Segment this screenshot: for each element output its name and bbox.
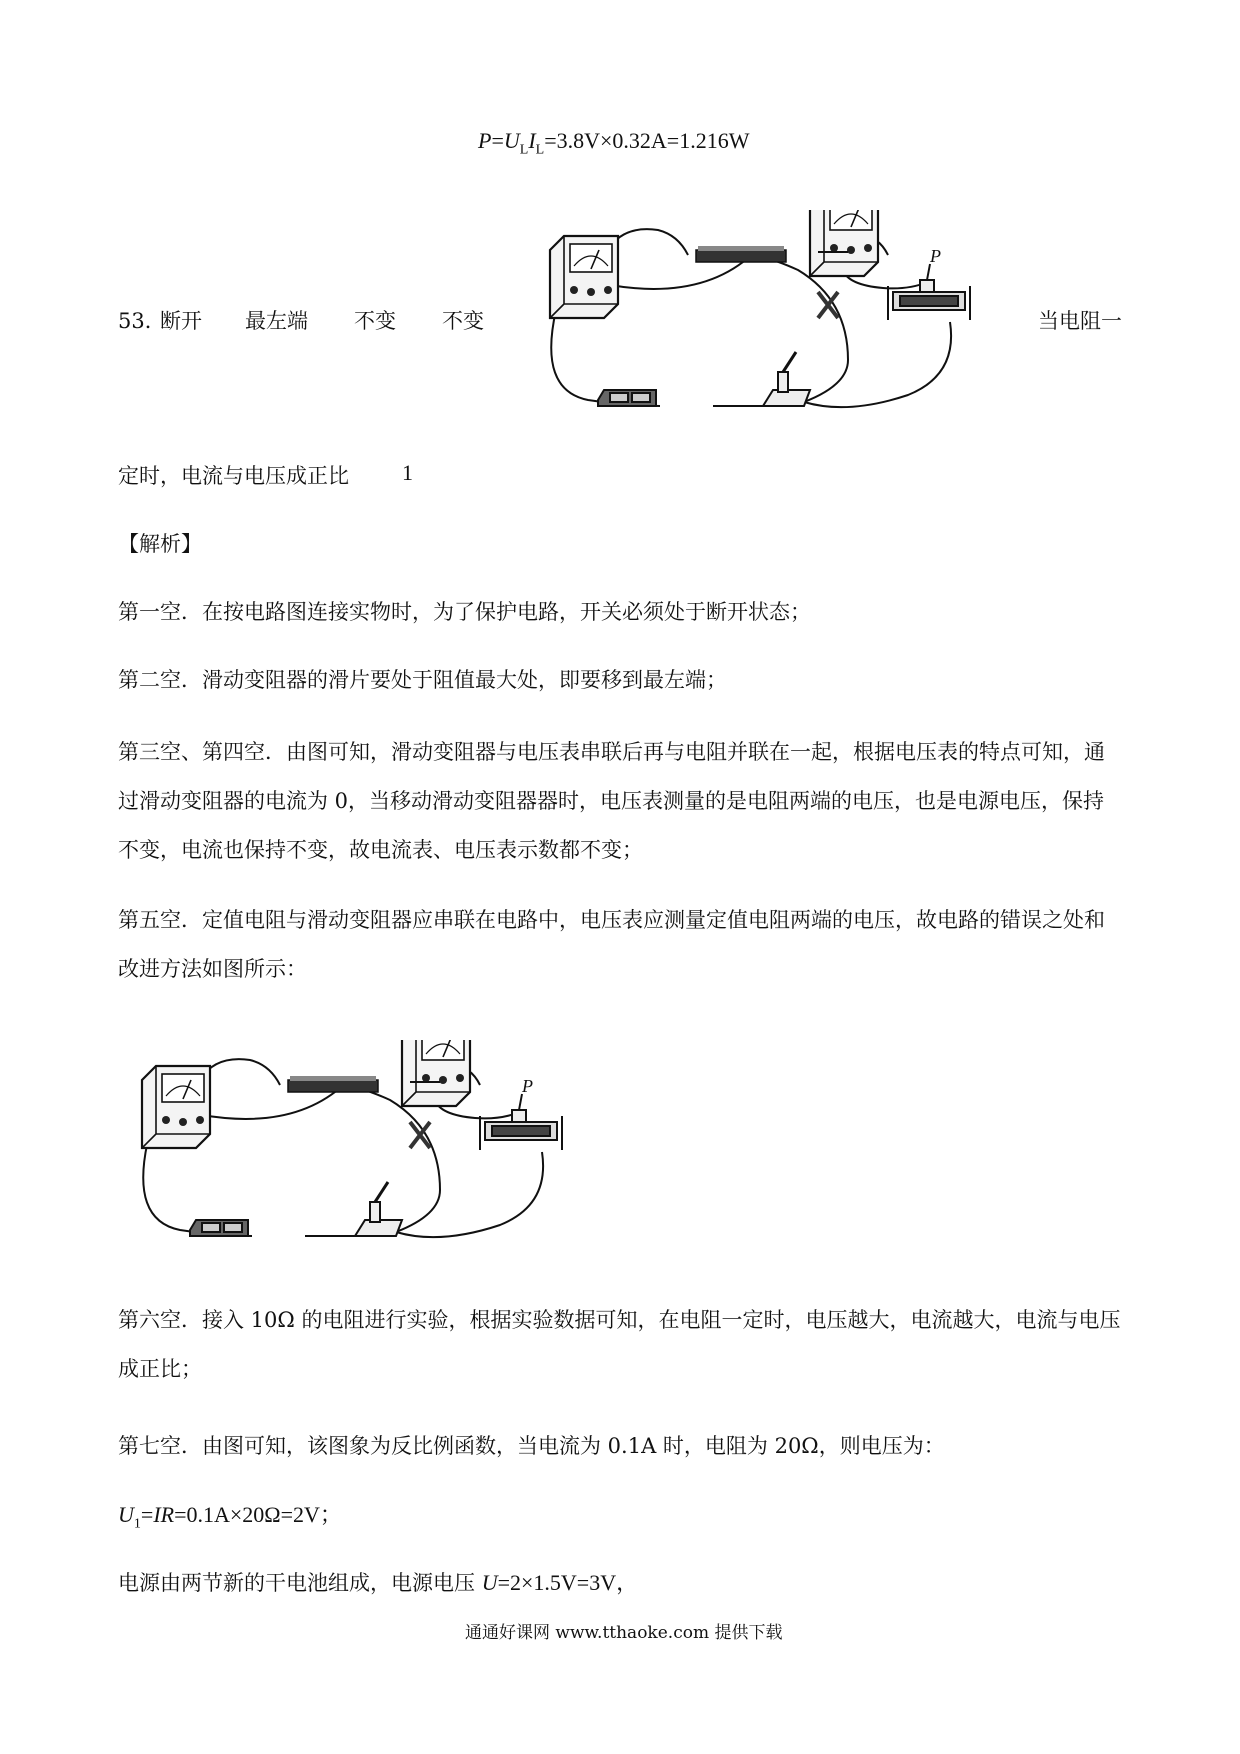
formula-symbol-i: I (528, 128, 536, 153)
paragraph-text: 电源由两节新的干电池组成，电源电压 (118, 1571, 482, 1595)
formula-sub: L (535, 142, 545, 158)
analysis-paragraph-7 (118, 1566, 638, 1597)
analysis-paragraph-3: 第三空、第四空．由图可知，滑动变阻器与电压表串联后再与电阻并联在一起，根据电压表的特点可知，通过滑动变阻器的电流为 0，当移动滑动变阻器器时，电压表测量的是电阻两端的电压，也是电源电压，保持不变，电流也保持不变，故电流表、电压表示数都不变； (118, 740, 1105, 862)
formula-power (478, 128, 749, 158)
answer-blank-3: 不变 (354, 309, 396, 333)
formula-value: =0.1A×20Ω=2V； (174, 1502, 342, 1527)
formula-symbol-u: U (118, 1502, 134, 1527)
analysis-paragraph-1: 第一空．在按电路图连接实物时，为了保护电路，开关必须处于断开状态； (118, 600, 811, 624)
answer-blank-1: 断开 (160, 309, 202, 333)
circuit-diagram-1 (548, 210, 988, 425)
circuit-diagram-2 (140, 1040, 580, 1255)
answer-number: 53． (118, 309, 166, 333)
analysis-paragraph-2: 第二空．滑动变阻器的滑片要处于阻值最大处，即要移到最左端； (118, 668, 727, 692)
formula-value: =3.8V×0.32A=1.216W (544, 128, 750, 153)
formula-symbol-u: U (503, 128, 520, 153)
formula-value: =2×1.5V=3V， (497, 1570, 639, 1595)
formula-equals: = (491, 128, 504, 153)
formula-symbol-u: U (481, 1570, 498, 1595)
analysis-paragraph-4: 第五空．定值电阻与滑动变阻器应串联在电路中，电压表应测量定值电阻两端的电压，故电路的错误之处和改进方法如图所示： (118, 908, 1105, 981)
answer-blank-2: 最左端 (245, 309, 308, 333)
formula-symbol-p: P (478, 128, 492, 153)
answer-tail-1: 当电阻一 (1038, 309, 1122, 333)
slider-label-p: P (522, 1076, 533, 1096)
formula-sub: 1 (133, 1516, 141, 1532)
answer-tail-2: 定时，电流与电压成正比 (118, 464, 349, 488)
page-footer: 通通好课网 www.tthaoke.com 提供下载 (465, 1623, 783, 1643)
slider-label-p: P (930, 246, 941, 266)
formula-equals: = (140, 1502, 154, 1527)
analysis-paragraph-6: 第七空．由图可知，该图象为反比例函数，当电流为 0.1A 时，电阻为 20Ω，则电压为： (118, 1434, 945, 1458)
formula-voltage (118, 1498, 342, 1532)
answer-blank-4: 不变 (442, 309, 484, 333)
formula-symbol-ir: IR (153, 1502, 175, 1527)
analysis-paragraph-5: 第六空．接入 10Ω 的电阻进行实验，根据实验数据可知，在电阻一定时，电压越大，电流越大，电流与电压成正比； (118, 1308, 1121, 1381)
analysis-heading: 【解析】 (118, 532, 202, 556)
answer-blank-7: 1 (402, 460, 413, 485)
formula-sub: L (519, 142, 529, 158)
